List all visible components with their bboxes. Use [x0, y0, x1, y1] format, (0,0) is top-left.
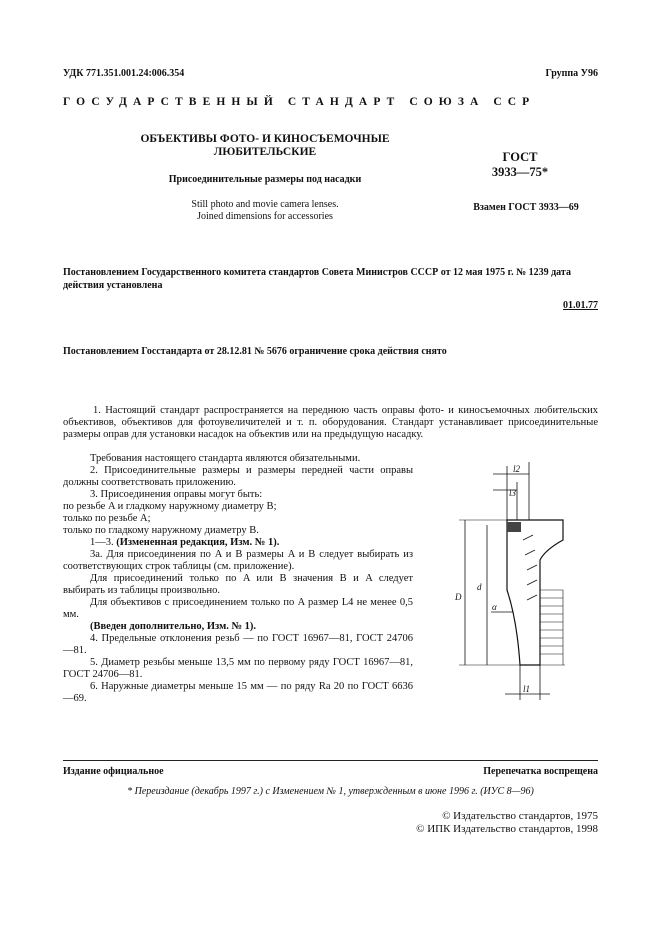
paragraph-3: 3. Присоединения оправы могут быть: — [90, 489, 263, 500]
amendment-note-1-num: 1—3. — [90, 537, 114, 548]
hatching — [523, 535, 537, 600]
footer-divider — [63, 760, 598, 761]
paragraph-3-item-c: только по гладкому наружному диаметру B. — [63, 525, 259, 536]
paragraph-4: 4. Предельные отклонения резьб — по ГОСТ 16967—81, ГОСТ 24706—81. — [63, 633, 413, 656]
reprint-prohibited: Перепечатка воспрещена — [483, 766, 598, 777]
official-edition: Издание официальное — [63, 766, 164, 777]
resolution-2-text: Постановлением Госстандарта от 28.12.81 № 5676 ограничение срока действия снято — [63, 346, 447, 357]
gost-number: 3933—75* — [491, 165, 549, 179]
paragraph-2: 2. Присоединительные размеры и размеры передней части оправы должны соответствовать приложению. — [63, 465, 413, 488]
mount-profile — [507, 520, 563, 665]
title-line-2: ЛЮБИТЕЛЬСКИЕ — [213, 146, 317, 158]
english-title-line-2: Joined dimensions for accessories — [197, 211, 333, 222]
lens-mount-drawing — [445, 460, 605, 705]
label-d: d — [477, 582, 482, 592]
label-alpha: α — [492, 602, 497, 612]
paragraph-3a: 3а. Для присоединения по A и B размеры A и B следует выбирать из соответствующих строк таблицы (см. приложение). — [63, 549, 413, 572]
amendment-note-1 — [63, 537, 413, 549]
mount-section — [507, 522, 521, 532]
knurl-lines — [540, 590, 563, 665]
reissue-footnote: * Переиздание (декабрь 1997 г.) с Изменением № 1, утвержденным в июне 1996 г. (ИУС 8—96) — [127, 786, 534, 797]
document-title — [115, 133, 415, 159]
english-title-line-1: Still photo and movie camera lenses. — [191, 199, 339, 210]
paragraph-3-item-a: по резьбе A и гладкому наружному диаметру B; — [63, 501, 277, 512]
resolution-text: Постановлением Государственного комитета стандартов Совета Министров СССР от 12 мая 1975 г. № 1239 дата действия установлена — [63, 267, 571, 291]
effective-date: 01.01.77 — [563, 300, 598, 311]
paragraph-3a-2: Для присоединений только по A или B значения B и A следует выбирать из таблицы произвольно. — [63, 573, 413, 596]
amendment-note-2: (Введен дополнительно, Изм. № 1). — [90, 621, 257, 632]
document-subtitle: Присоединительные размеры под насадки — [168, 174, 362, 185]
amendment-note-1-text: (Измененная редакция, Изм. № 1). — [116, 537, 280, 548]
paragraph-6: 6. Наружные диаметры меньше 15 мм — по ряду Ra 20 по ГОСТ 6636—69. — [63, 681, 413, 704]
paragraph-3-item-b: только по резьбе A; — [63, 513, 151, 524]
label-l1: l1 — [523, 684, 531, 694]
replaces-standard: Взамен ГОСТ 3933—69 — [473, 202, 579, 213]
label-l2: l2 — [513, 464, 521, 474]
udk-code: УДК 771.351.001.24:006.354 — [63, 68, 185, 79]
state-standard-banner: ГОСУДАРСТВЕННЫЙ СТАНДАРТ СОЮЗА ССР — [63, 96, 536, 108]
title-line-1: ОБЪЕКТИВЫ ФОТО- И КИНОСЪЕМОЧНЫЕ — [140, 133, 390, 145]
paragraph-requirements: Требования настоящего стандарта являются обязательными. — [90, 453, 361, 464]
paragraph-5: 5. Диаметр резьбы меньше 13,5 мм по первому ряду ГОСТ 16967—81, ГОСТ 24706—81. — [63, 657, 413, 680]
copyright-2: © ИПК Издательство стандартов, 1998 — [416, 823, 598, 835]
group-code: Группа У96 — [545, 68, 598, 79]
paragraph-3a-3: Для объективов с присоединением только по A размер L4 не менее 0,5 мм. — [63, 597, 413, 620]
gost-label: ГОСТ — [502, 150, 538, 164]
paragraph-1: 1. Настоящий стандарт распространяется на переднюю часть оправы фото- и киносъемочных любительских объективов, объективов для фотоувеличителей и т. п. оборудования. Стандарт устанавливает присоединительные размеры оправ для установки насадок на объектив или на предыдущую насадку. — [63, 405, 598, 440]
label-D: D — [455, 592, 462, 602]
label-l3: l3 — [509, 488, 517, 498]
body-left-column — [63, 453, 413, 705]
copyright-1: © Издательство стандартов, 1975 — [442, 810, 598, 822]
